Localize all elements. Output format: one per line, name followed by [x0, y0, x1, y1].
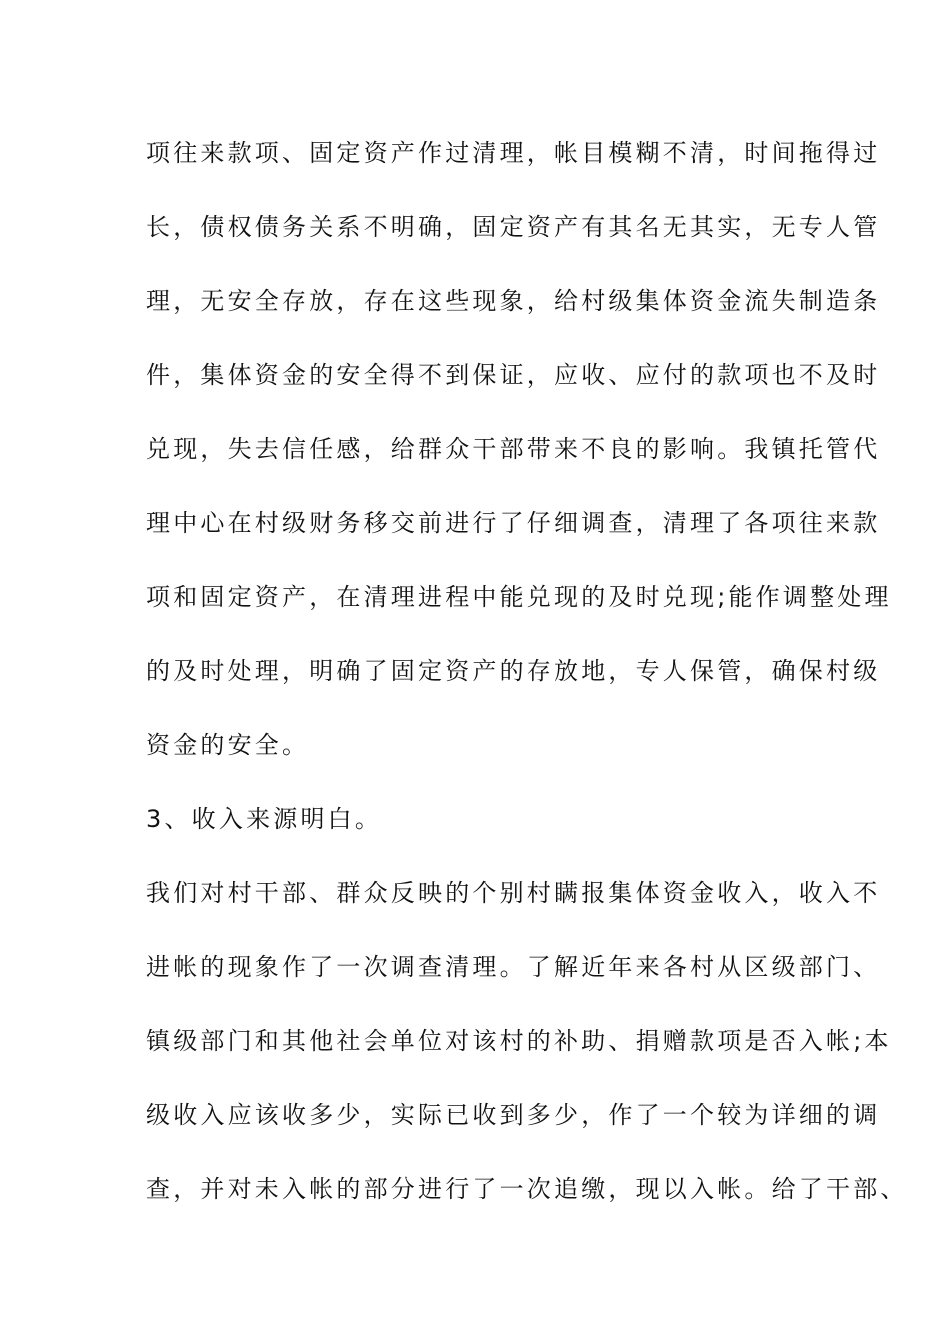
text-line: 理，无安全存放，存在这些现象，给村级集体资金流失制造条: [146, 287, 881, 315]
section-heading: 3、收入来源明白。: [146, 805, 383, 833]
text-line: 镇级部门和其他社会单位对该村的补助、捐赠款项是否入帐;本: [146, 1027, 892, 1055]
text-line: 资金的安全。: [146, 731, 310, 759]
text-line: 查，并对未入帐的部分进行了一次追缴，现以入帐。给了干部、: [146, 1175, 908, 1203]
text-line: 进帐的现象作了一次调查清理。了解近年来各村从区级部门、: [146, 953, 881, 981]
text-line: 项和固定资产，在清理进程中能兑现的及时兑现;能作调整处理: [146, 583, 892, 611]
text-line: 级收入应该收多少，实际已收到多少，作了一个较为详细的调: [146, 1101, 881, 1129]
text-line: 兑现，失去信任感，给群众干部带来不良的影响。我镇托管代: [146, 435, 881, 463]
text-line: 我们对村干部、群众反映的个别村瞒报集体资金收入，收入不: [146, 879, 881, 907]
text-line: 的及时处理，明确了固定资产的存放地，专人保管，确保村级: [146, 657, 881, 685]
text-line: 项往来款项、固定资产作过清理，帐目模糊不清，时间拖得过: [146, 139, 881, 167]
text-line: 件，集体资金的安全得不到保证，应收、应付的款项也不及时: [146, 361, 881, 389]
text-line: 理中心在村级财务移交前进行了仔细调查，清理了各项往来款: [146, 509, 881, 537]
text-line: 长，债权债务关系不明确，固定资产有其名无其实，无专人管: [146, 213, 881, 241]
